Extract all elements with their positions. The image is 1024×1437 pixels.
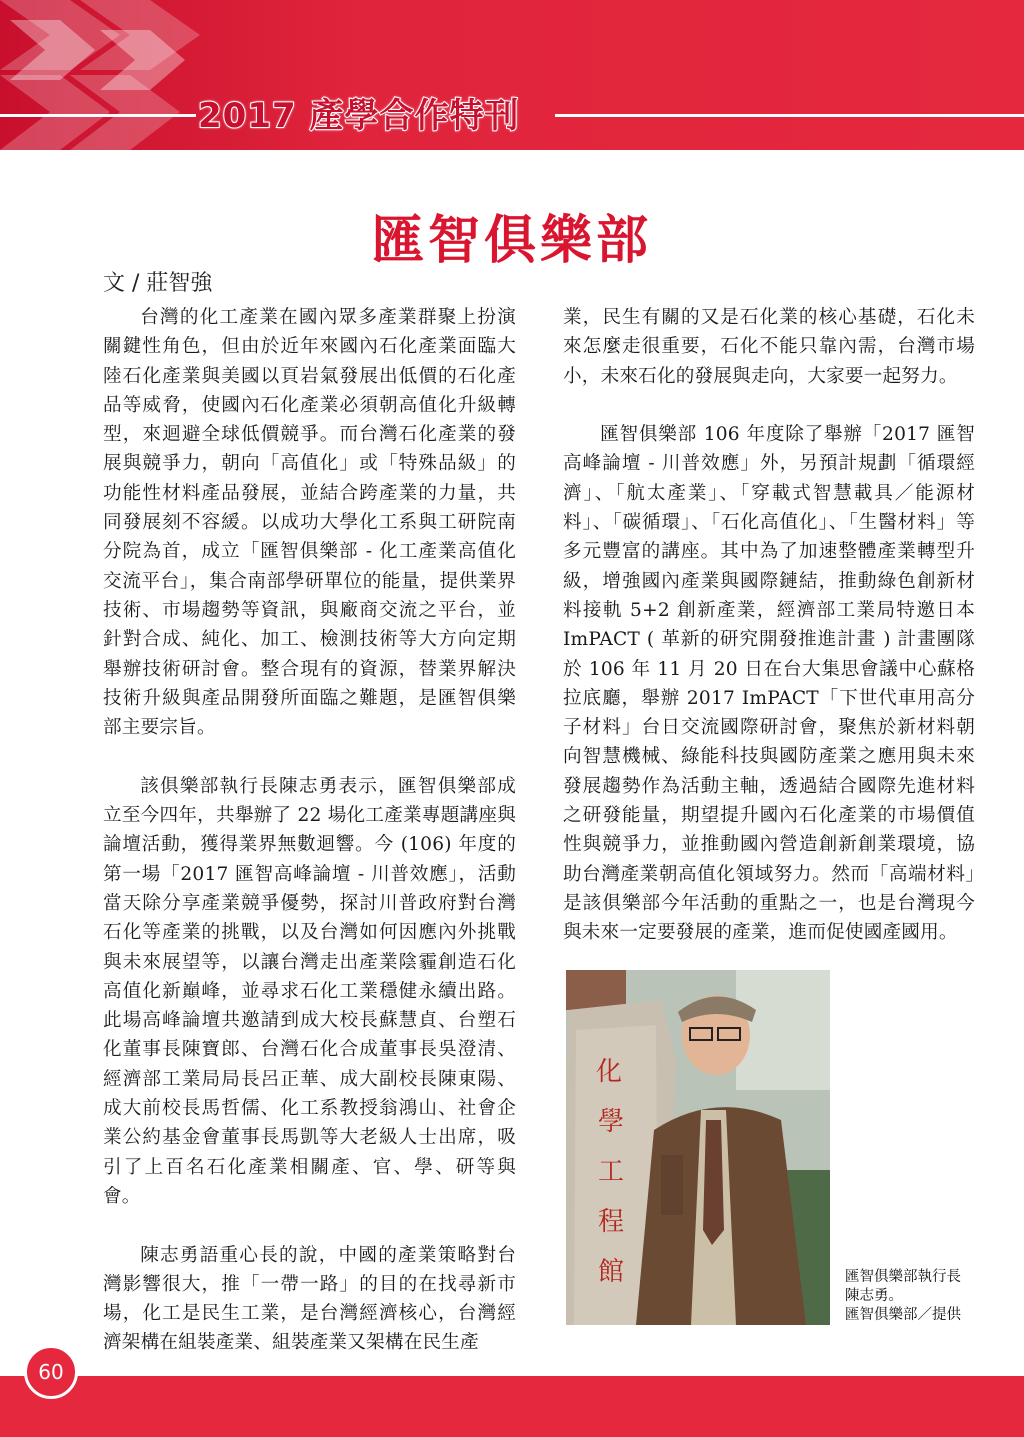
paragraph: 陳志勇語重心長的說，中國的產業策略對台灣影響很大，推「一帶一路」的目的在找尋新市場，化工是民生工業，是台灣經濟核心，台灣經濟架構在組裝產業、組裝產業又架構在民生產 — [103, 1244, 516, 1354]
footer-bar — [0, 1376, 1024, 1437]
article-title: 匯智俱樂部 — [371, 211, 652, 271]
right-column — [563, 303, 975, 948]
header-rule-left — [0, 114, 196, 117]
svg-text:化: 化 — [596, 1057, 623, 1087]
paragraph: 業，民生有關的又是石化業的核心基礎，石化未來怎麼走很重要，石化不能只靠內需，台灣市場小，未來石化的發展與走向，大家要一起努力。 — [563, 307, 975, 387]
paragraph: 匯智俱樂部 106 年度除了舉辦「2017 匯智高峰論壇 - 川普效應」外，另預計規劃「循環經濟」、「航太產業」、「穿載式智慧載具／能源材料」、「碳循環」、「石化高值化」、「生醫材料」等多元豐富的講座。其中為了加速整體產業轉型升級，增強國內產業與國際鏈結，推動綠色創新材料接軌 5+2 創新產業，經濟部工業局特邀日本 ImPACT ( 革新的研究開發推進計畫 ) 計畫團隊於 106 年 11 月 20 日在台大集思會議中心蘇格拉底廳，舉辦 2017 ImPACT「下世代車用高分子材料」台日交流國際研討會，聚焦於新材料朝向智慧機械、綠能科技與國防產業之應用與未來發展趨勢作為活動主軸，透過結合國際先進材料之研發能量，期望提升國內石化產業的市場價值性與競爭力，並推動國內營造創新創業環境，協助台灣產業朝高值化領域努力。然而「高端材料」是該俱樂部今年活動的重點之一，也是台灣現今與未來一定要發展的產業，進而促使國產國用。 — [563, 424, 975, 944]
paragraph: 台灣的化工產業在國內眾多產業群聚上扮演關鍵性角色，但由於近年來國內石化產業面臨大陸石化產業與美國以頁岩氣發展出低價的石化產品等威脅，使國內石化產業必須朝高值化升級轉型，來迴避全球低價競爭。而台灣石化產業的發展與競爭力，朝向「高值化」或「特殊品級」的功能性材料產品發展，並結合跨產業的力量，共同發展刻不容緩。以成功大學化工系與工研院南分院為首，成立「匯智俱樂部 - 化工產業高值化交流平台」，集合南部學研單位的能量，提供業界技術、市場趨勢等資訊，與廠商交流之平台，並針對合成、純化、加工、檢測技術等大方向定期舉辦技術研討會。整合現有的資源，替業界解決技術升級與產品開發所面臨之難題，是匯智俱樂部主要宗旨。 — [103, 307, 516, 739]
header-rule — [555, 114, 1024, 117]
left-column — [103, 303, 516, 1358]
caption-line: 匯智俱樂部／提供 — [845, 1307, 961, 1323]
series-title: 2017 產學合作特刊 — [198, 96, 520, 136]
page-number: 60 — [24, 1345, 78, 1399]
svg-text:學: 學 — [598, 1107, 625, 1137]
caption-line: 匯智俱樂部執行長 — [845, 1269, 961, 1285]
svg-text:館: 館 — [598, 1257, 625, 1287]
svg-text:程: 程 — [598, 1207, 625, 1237]
byline: 文 / 莊智強 — [103, 271, 213, 296]
photo-caption — [845, 1268, 995, 1325]
paragraph: 該俱樂部執行長陳志勇表示，匯智俱樂部成立至今四年，共舉辦了 22 場化工產業專題講座與論壇活動，獲得業界無數迴響。今 (106) 年度的第一場「2017 匯智高峰論壇 - 川普效應」，活動當天除分享產業競爭優勢，探討川普政府對台灣石化等產業的挑戰，以及台灣如何因應內外挑戰與未來展望等，以讓台灣走出產業陰霾創造石化高值化新巔峰，並尋求石化工業穩健永續出路。此場高峰論壇共邀請到成大校長蘇慧貞、台塑石化董事長陳寶郎、台灣石化合成董事長吳澄清、經濟部工業局局長呂正華、成大副校長陳東陽、成大前校長馬哲儒、化工系教授翁鴻山、社會企業公約基金會董事長馬凱等大老級人士出席，吸引了上百名石化產業相關產、官、學、研等與會。 — [103, 775, 516, 1207]
svg-text:工: 工 — [598, 1157, 625, 1187]
portrait-photo — [566, 970, 830, 1325]
photo-illustration — [566, 970, 830, 1325]
caption-line: 陳志勇。 — [845, 1288, 903, 1304]
header-banner — [0, 0, 1024, 150]
